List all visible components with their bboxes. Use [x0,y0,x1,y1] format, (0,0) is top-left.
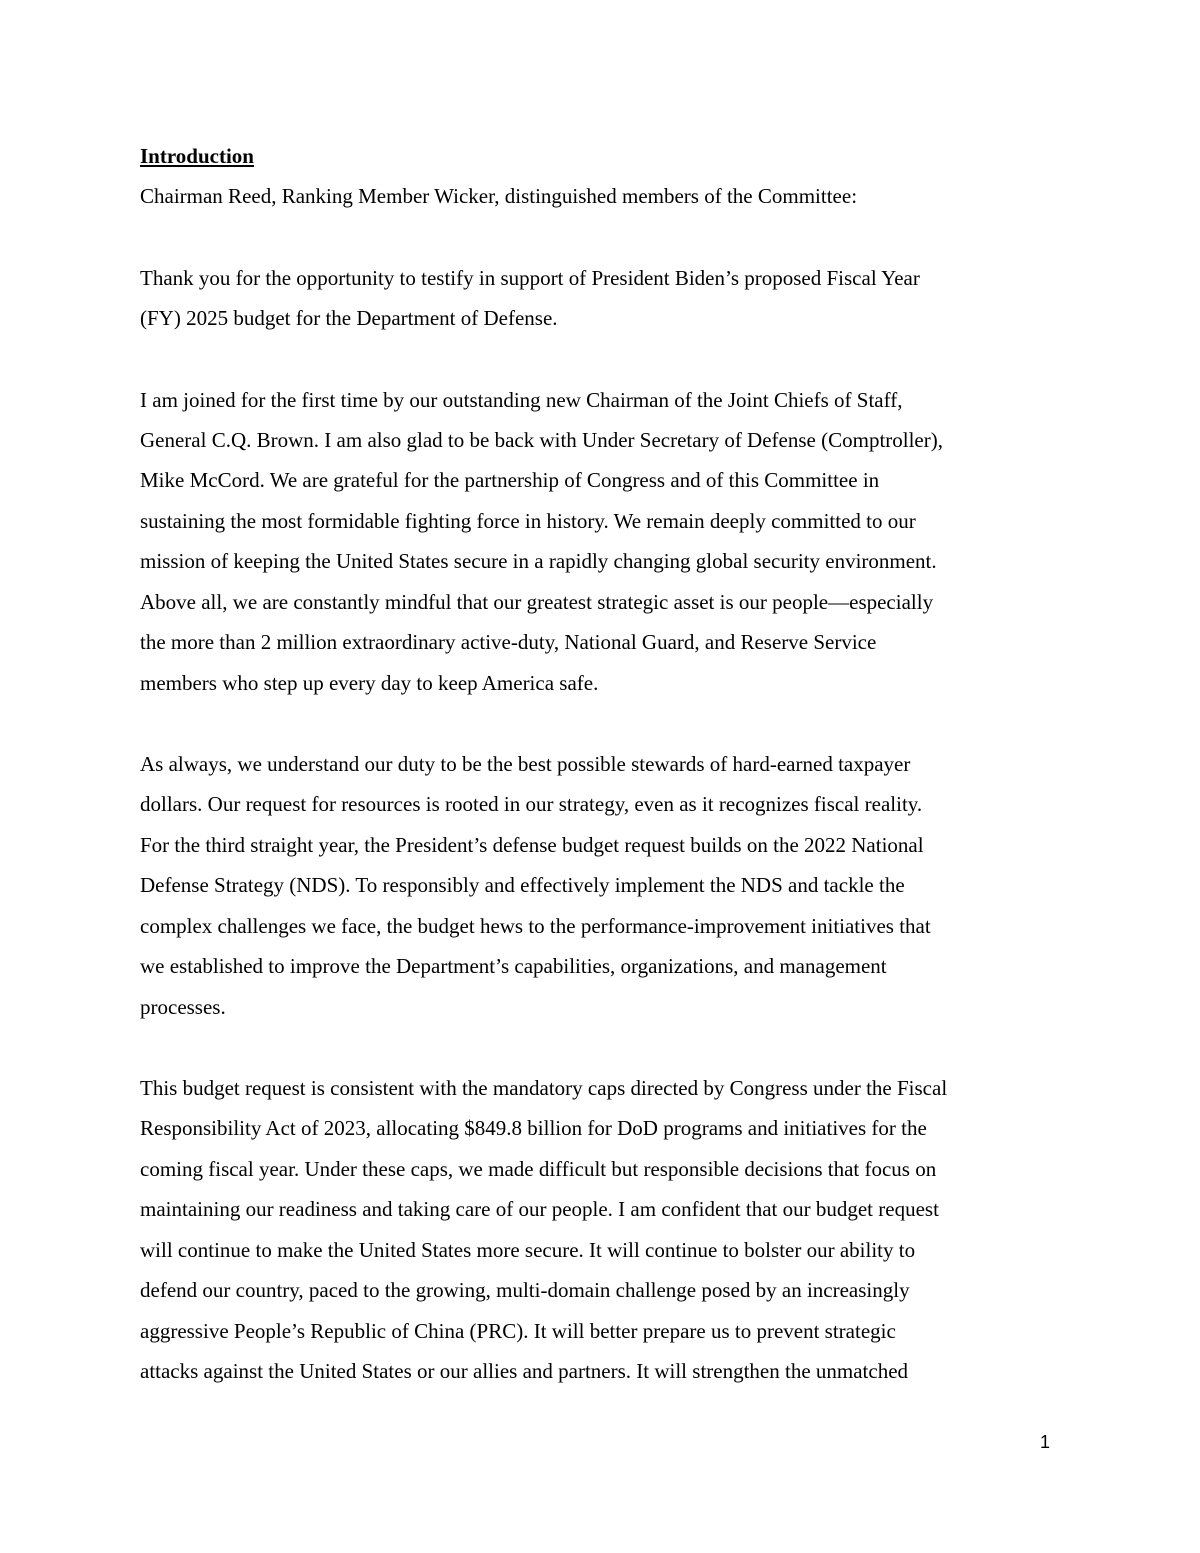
paragraph-2-line-2: General C.Q. Brown. I am also glad to be back with Under Secretary of Defense (Comptroller), [140,428,943,452]
paragraph-3-line-2: dollars. Our request for resources is rooted in our strategy, even as it recognizes fiscal reality. [140,792,923,816]
section-heading: Introduction [140,144,254,168]
paragraph-4-line-5: will continue to make the United States more secure. It will continue to bolster our ability to [140,1238,916,1262]
paragraph-4-line-1: This budget request is consistent with the mandatory caps directed by Congress under the Fiscal [140,1076,948,1100]
paragraph-2-line-4: sustaining the most formidable fighting force in history. We remain deeply committed to our [140,509,916,533]
paragraph-1-line-2: (FY) 2025 budget for the Department of Defense. [140,306,558,330]
paragraph-2-line-5: mission of keeping the United States secure in a rapidly changing global security environment. [140,549,937,573]
paragraph-3-line-7: processes. [140,995,226,1019]
paragraph-4-line-7: aggressive People’s Republic of China (PRC). It will better prepare us to prevent strategic [140,1319,896,1343]
paragraph-4-line-6: defend our country, paced to the growing, multi-domain challenge posed by an increasingly [140,1278,910,1302]
paragraph-4-line-8: attacks against the United States or our allies and partners. It will strengthen the unmatched [140,1359,909,1383]
salutation-line: Chairman Reed, Ranking Member Wicker, distinguished members of the Committee: [140,184,858,208]
page-number: 1 [1040,1432,1051,1452]
paragraph-4-line-4: maintaining our readiness and taking care of our people. I am confident that our budget request [140,1197,939,1221]
paragraph-3-line-1: As always, we understand our duty to be the best possible stewards of hard-earned taxpayer [140,752,911,776]
paragraph-3-line-4: Defense Strategy (NDS). To responsibly and effectively implement the NDS and tackle the [140,873,905,897]
paragraph-1-line-1: Thank you for the opportunity to testify in support of President Biden’s proposed Fiscal Year [140,266,920,290]
paragraph-3-line-3: For the third straight year, the President’s defense budget request builds on the 2022 National [140,833,924,857]
paragraph-2-line-7: the more than 2 million extraordinary active-duty, National Guard, and Reserve Service [140,630,877,654]
paragraph-4-line-3: coming fiscal year. Under these caps, we made difficult but responsible decisions that focus on [140,1157,937,1181]
paragraph-2-line-6: Above all, we are constantly mindful that our greatest strategic asset is our people—especially [140,590,934,614]
paragraph-3-line-6: we established to improve the Department’s capabilities, organizations, and management [140,954,887,978]
paragraph-2-line-3: Mike McCord. We are grateful for the partnership of Congress and of this Committee in [140,468,880,492]
paragraph-4-line-2: Responsibility Act of 2023, allocating $849.8 billion for DoD programs and initiatives for the [140,1116,927,1140]
paragraph-2-line-8: members who step up every day to keep America safe. [140,671,599,695]
paragraph-2-line-1: I am joined for the first time by our outstanding new Chairman of the Joint Chiefs of Staff, [140,388,903,412]
paragraph-3-line-5: complex challenges we face, the budget hews to the performance-improvement initiatives that [140,914,931,938]
